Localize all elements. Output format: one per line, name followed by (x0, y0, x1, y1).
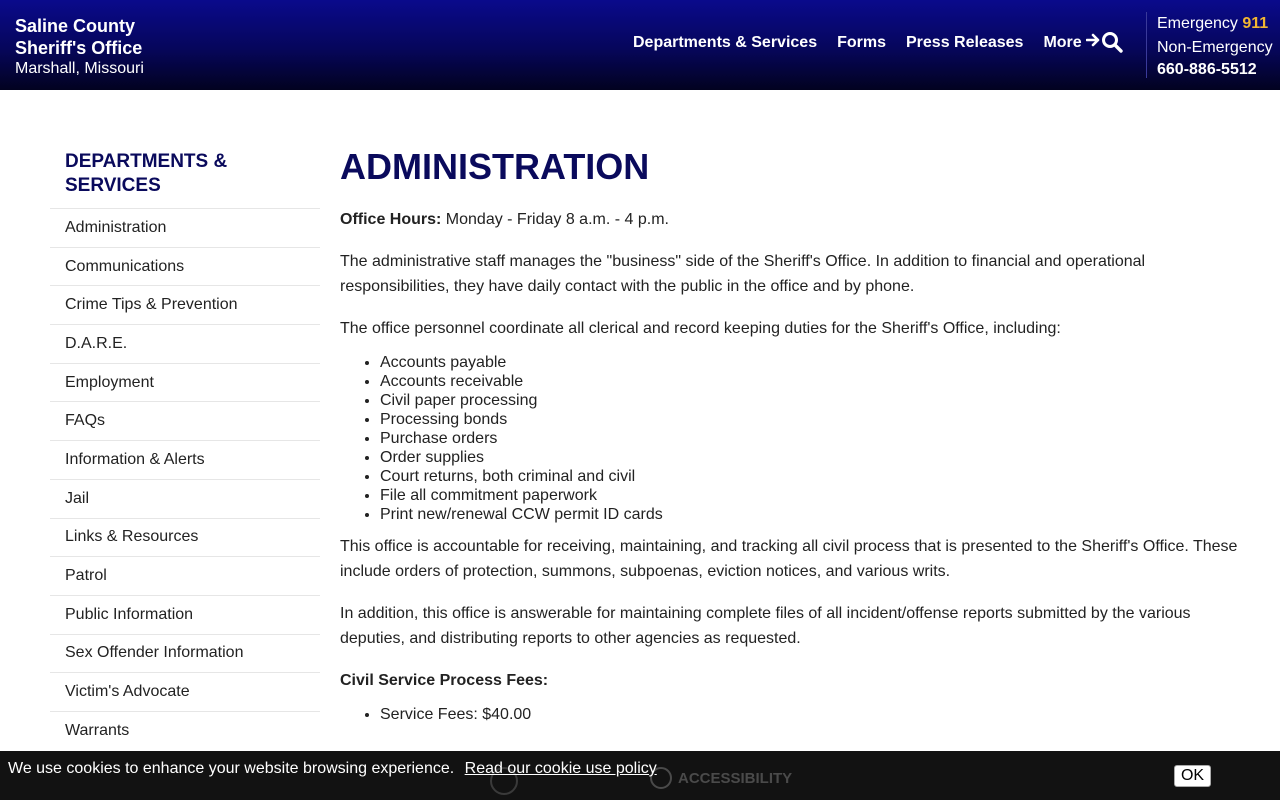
page-title: ADMINISTRATION (340, 146, 650, 187)
list-item: • Purchase orders (380, 429, 1245, 448)
accessibility-link (650, 767, 792, 789)
fees-heading: Civil Service Process Fees: (340, 672, 549, 689)
nav-departments-services[interactable]: Departments & Services (633, 33, 818, 51)
cookie-message (8, 760, 657, 778)
search-icon[interactable] (1101, 31, 1123, 53)
list-item: • Court returns, both criminal and civil (380, 467, 1245, 486)
non-emergency-line[interactable] (1157, 36, 1273, 82)
sidebar-item-communications[interactable]: Communications (50, 247, 320, 286)
main-nav (633, 33, 1121, 52)
duties-intro: The office personnel coordinate all clerical and record keeping duties for the Sheriff's Office, including: (340, 320, 1061, 337)
list-item: • Service Fees: $40.00 (380, 705, 1245, 724)
site-brand[interactable] (15, 15, 144, 80)
office-hours-label: Office Hours: (340, 211, 442, 228)
brand-county: Saline County (15, 16, 136, 36)
sidebar-item-public-information[interactable]: Public Information (50, 595, 320, 634)
sidebar-item-victims-advocate[interactable]: Victim's Advocate (50, 672, 320, 711)
sidebar-item-sex-offender-information[interactable]: Sex Offender Information (50, 634, 320, 673)
contact-info (1146, 12, 1273, 78)
sidebar (50, 150, 320, 750)
arrow-right-icon (1086, 33, 1101, 52)
list-item: • Civil paper processing (380, 391, 1245, 410)
list-item: • Processing bonds (380, 410, 1245, 429)
accessibility-label: ACCESSIBILITY (678, 769, 793, 787)
duties-list (380, 353, 1245, 524)
sidebar-item-administration[interactable]: Administration (50, 208, 320, 247)
non-emergency-number: 660-886-5512 (1157, 61, 1257, 78)
list-item: • Print new/renewal CCW permit ID cards (380, 505, 1245, 524)
cookie-policy-link[interactable]: Read our cookie use policy (464, 760, 657, 777)
emergency-label: Emergency (1157, 15, 1238, 32)
list-item: • Accounts receivable (380, 372, 1245, 391)
sidebar-item-information-alerts[interactable]: Information & Alerts (50, 440, 320, 479)
brand-office: Sheriff's Office (15, 38, 143, 58)
civil-process-paragraph: This office is accountable for receiving, maintaining, and tracking all civil process that is presented to the Sheriff's Office. These include orders of protection, summons, subpoenas, eviction notices, and various writs. (340, 538, 1238, 580)
nav-more-label: More (1043, 33, 1082, 51)
cookie-banner (0, 751, 1280, 800)
sidebar-title: DEPARTMENTS & SERVICES (65, 151, 228, 196)
office-hours (340, 207, 1245, 232)
emergency-line[interactable] (1157, 12, 1273, 36)
list-item: • File all commitment paperwork (380, 486, 1245, 505)
fees-list (380, 705, 1245, 724)
list-item: • Order supplies (380, 448, 1245, 467)
sidebar-item-jail[interactable]: Jail (50, 479, 320, 518)
sidebar-item-crime-tips[interactable]: Crime Tips & Prevention (50, 285, 320, 324)
sidebar-item-faqs[interactable]: FAQs (50, 401, 320, 440)
intro-paragraph: The administrative staff manages the "business" side of the Sheriff's Office. In addition to financial and operational responsibilities, they have daily contact with the public in the office and by phone. (340, 253, 1146, 295)
reports-paragraph: In addition, this office is answerable for maintaining complete files of all incident/offense reports submitted by the various deputies, and distributing reports to other agencies as requested. (340, 605, 1191, 647)
list-item: • Accounts payable (380, 353, 1245, 372)
sidebar-item-patrol[interactable]: Patrol (50, 556, 320, 595)
sidebar-menu (50, 208, 320, 750)
nav-forms[interactable]: Forms (837, 33, 886, 51)
site-header (0, 0, 1280, 90)
main-content (340, 145, 1245, 734)
sidebar-item-dare[interactable]: D.A.R.E. (50, 324, 320, 363)
nav-press-releases[interactable]: Press Releases (906, 33, 1024, 51)
sidebar-item-employment[interactable]: Employment (50, 363, 320, 402)
cookie-text: We use cookies to enhance your website browsing experience. (8, 760, 455, 777)
cookie-ok-button[interactable]: OK (1174, 765, 1211, 787)
emergency-number: 911 (1242, 15, 1269, 32)
brand-location: Marshall, Missouri (15, 60, 144, 77)
office-hours-value: Monday - Friday 8 a.m. - 4 p.m. (441, 211, 669, 228)
nav-more[interactable] (1043, 33, 1100, 52)
sidebar-item-links-resources[interactable]: Links & Resources (50, 518, 320, 557)
sidebar-item-warrants[interactable]: Warrants (50, 711, 320, 750)
non-emergency-label: Non-Emergency (1157, 39, 1273, 56)
